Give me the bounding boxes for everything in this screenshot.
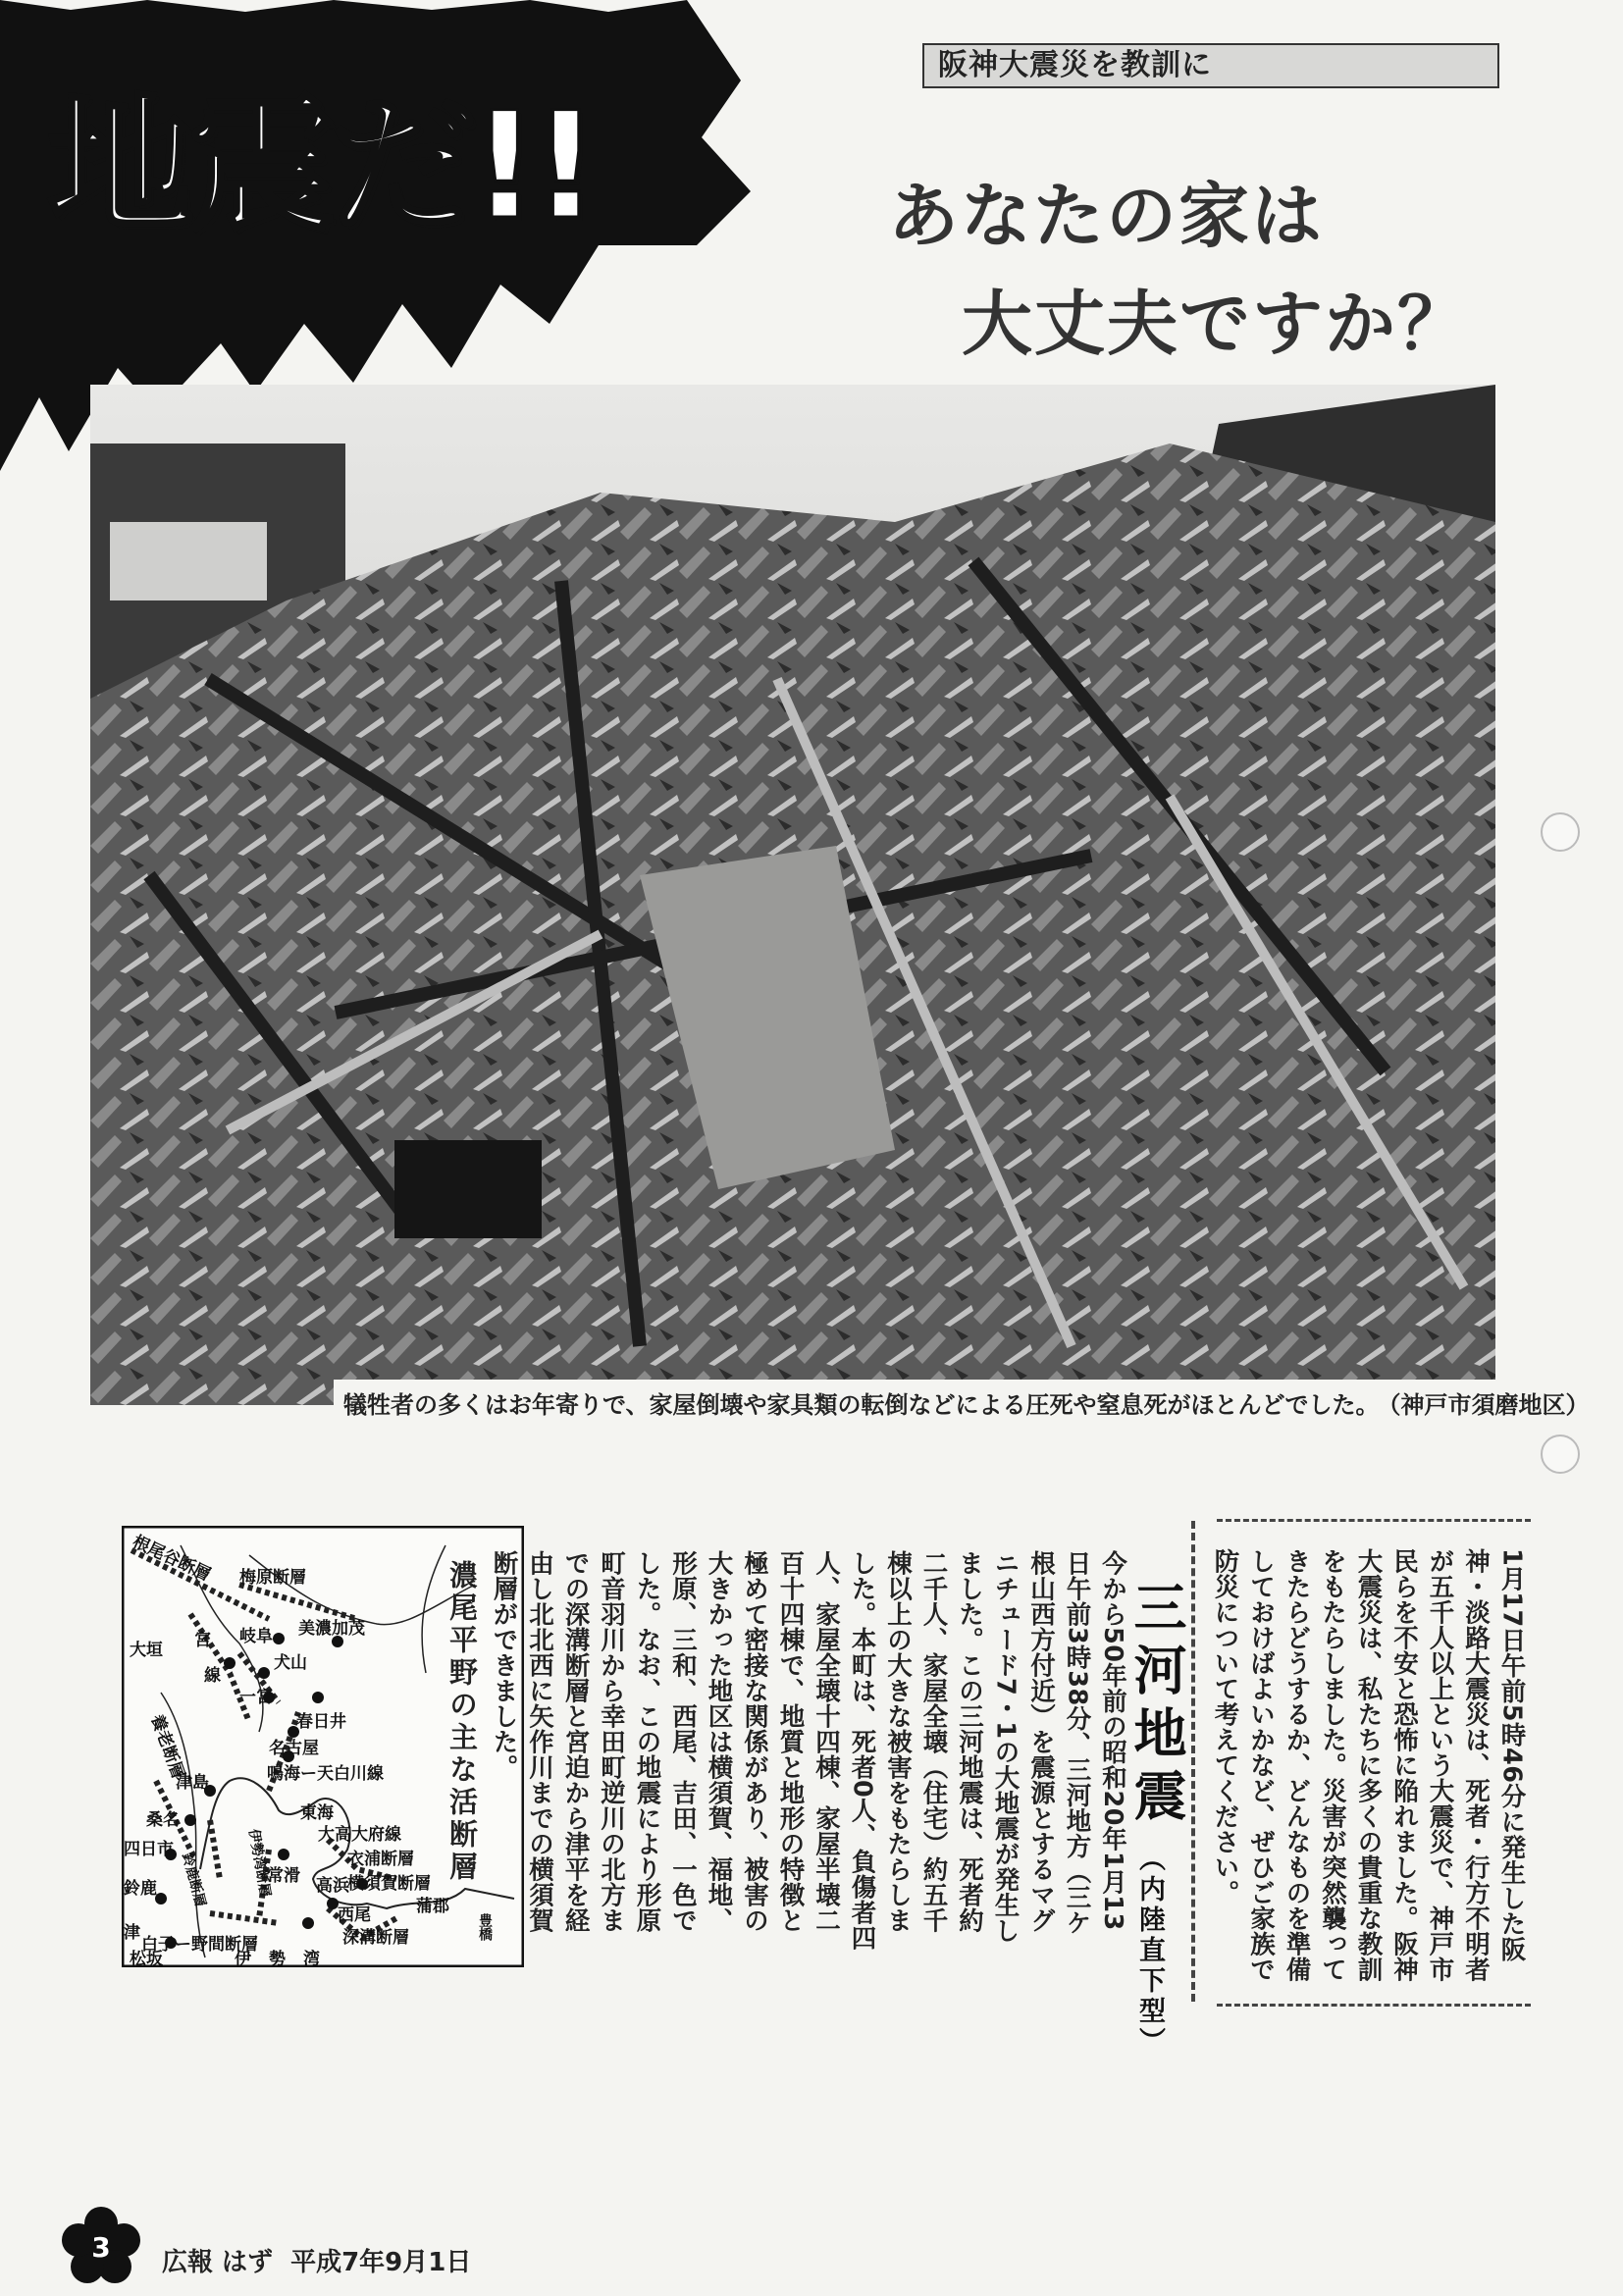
map-label-koromoura: 衣浦断層: [347, 1850, 414, 1869]
mikawa-heading: 三河地震: [1126, 1580, 1187, 1831]
map-label-gifu: 岐阜: [239, 1627, 273, 1646]
map-label-ichinomiya: 一宮: [239, 1688, 273, 1707]
mikawa-subheading: （内陸直下型）: [1134, 1845, 1165, 2058]
map-label-minokamo: 美濃加茂: [298, 1619, 365, 1639]
map-label-toyohashi: 豊橋: [477, 1913, 493, 1941]
footer: [162, 2242, 471, 2278]
mikawa-text: 今から50年前の昭和20年1月13日午前3時38分、三河地方（三ケ根山西方付近）を震源とするマグニチュード7・1の大地震が発生しました。この三河地震は、死者約二千人、家屋全壊（住宅）約五千棟以上の大きな被害をもたらしました。本町は、死者0人、負傷者四人、家屋全壊十四棟、家屋半壊二百十四棟で、地質と地形の特徴と極めて密接な関係があり、被害の大きかった地区は横須賀、福地、形原、三和、西尾、吉田、一色でした。なお、この地震により形原町音羽川から幸田町逆川の北方までの深溝断層と宮迫から津平を経由し北北西に矢作川までの横須賀断層ができました。: [489, 1550, 1127, 1952]
map-label-umehara: 梅原断層: [239, 1568, 306, 1588]
map-label-gamagori: 蒲郡: [416, 1897, 449, 1916]
publication-date: 平成7年9月1日: [290, 2248, 472, 2277]
page-number: 3: [91, 2231, 111, 2264]
map-label-sen: 線: [204, 1666, 221, 1686]
series-label: 阪神大震災を教訓に: [922, 43, 1499, 88]
map-label-tsushima: 津島: [176, 1773, 209, 1793]
map-label-kuwana: 桑名: [146, 1810, 180, 1830]
map-label-yokosuka: 横須賀断層: [347, 1874, 431, 1894]
map-label-narumi: 鳴海ー天白川線: [267, 1764, 384, 1784]
subtitle-line-1: あなたの家は: [888, 175, 1325, 257]
photo-caption-text: 犠牲者の多くはお年寄りで、家屋倒壊や家具類の転倒などによる圧死や窒息死がほとんどでした。: [343, 1391, 1380, 1419]
map-label-tokai: 東海: [300, 1803, 334, 1823]
punch-hole-top: [1541, 812, 1580, 852]
map-label-yoro: 養老断層: [146, 1711, 188, 1782]
map-label-miya: 宮: [194, 1631, 211, 1650]
box-top-divider: [1217, 1519, 1531, 1524]
photo-caption-location: （神戸市須磨地区）: [1388, 1391, 1590, 1419]
subtitle-line-2: 大丈夫ですか？: [962, 283, 1471, 365]
map-label-ogaki: 大垣: [130, 1641, 163, 1660]
punch-hole-bottom: [1541, 1435, 1580, 1474]
map-label-nishio: 西尾: [338, 1905, 371, 1925]
map-label-tokoname: 常滑: [267, 1866, 300, 1886]
map-label-isewan-fault: 伊勢湾断層: [245, 1827, 273, 1899]
intro-text: 1月17日午前5時46分に発生した阪神・淡路大震災は、死者・行方不明者が五千人以上という大震災で、神戸市民らを不安と恐怖に陥れました。阪神大震災は、私たちに多くの貴重な教訓をもたらしました。災害が突然襲ってきたらどうするか、どんなものを準備しておけばよいかなど、ぜひご家族で防災について考えてください。: [1210, 1548, 1527, 1982]
map-label-matsusaka: 松坂: [130, 1950, 163, 1967]
main-title: 地震だ!!: [47, 81, 594, 252]
map-label-neodani: 根尾谷断層: [129, 1532, 214, 1586]
map-label-yokkaichi: 四日市: [124, 1840, 174, 1859]
map-label-takahama: 高浜: [316, 1876, 349, 1896]
map-label-kasugai: 春日井: [296, 1712, 346, 1732]
map-label-inuyama: 犬山: [274, 1653, 307, 1673]
page-number-badge: [57, 2203, 145, 2291]
map-label-otaka: 大高大府線: [318, 1825, 401, 1845]
map-label-ise: 伊: [235, 1950, 251, 1967]
box-bottom-divider: [1217, 2004, 1531, 2007]
map-label-wan: 湾: [303, 1950, 320, 1967]
box-left-divider: [1191, 1521, 1195, 2002]
map-label-shiroko: 白子ー野間断層: [141, 1935, 258, 1955]
map-title: 濃尾平野の主な活断層: [445, 1560, 479, 1884]
map-label-nagoya: 名古屋: [269, 1739, 319, 1758]
photo-caption: [334, 1380, 1599, 1426]
map-label-sei: 勢: [269, 1950, 286, 1967]
earthquake-debris-photo: [90, 385, 1495, 1405]
publication-name: 広報 はず: [162, 2248, 274, 2277]
map-label-tsu: 津: [124, 1923, 140, 1943]
map-label-fukozu: 深溝断層: [342, 1928, 409, 1948]
map-label-suzuka-fault: 鈴鹿断層: [179, 1851, 209, 1909]
map-label-suzuka: 鈴鹿: [124, 1879, 157, 1899]
